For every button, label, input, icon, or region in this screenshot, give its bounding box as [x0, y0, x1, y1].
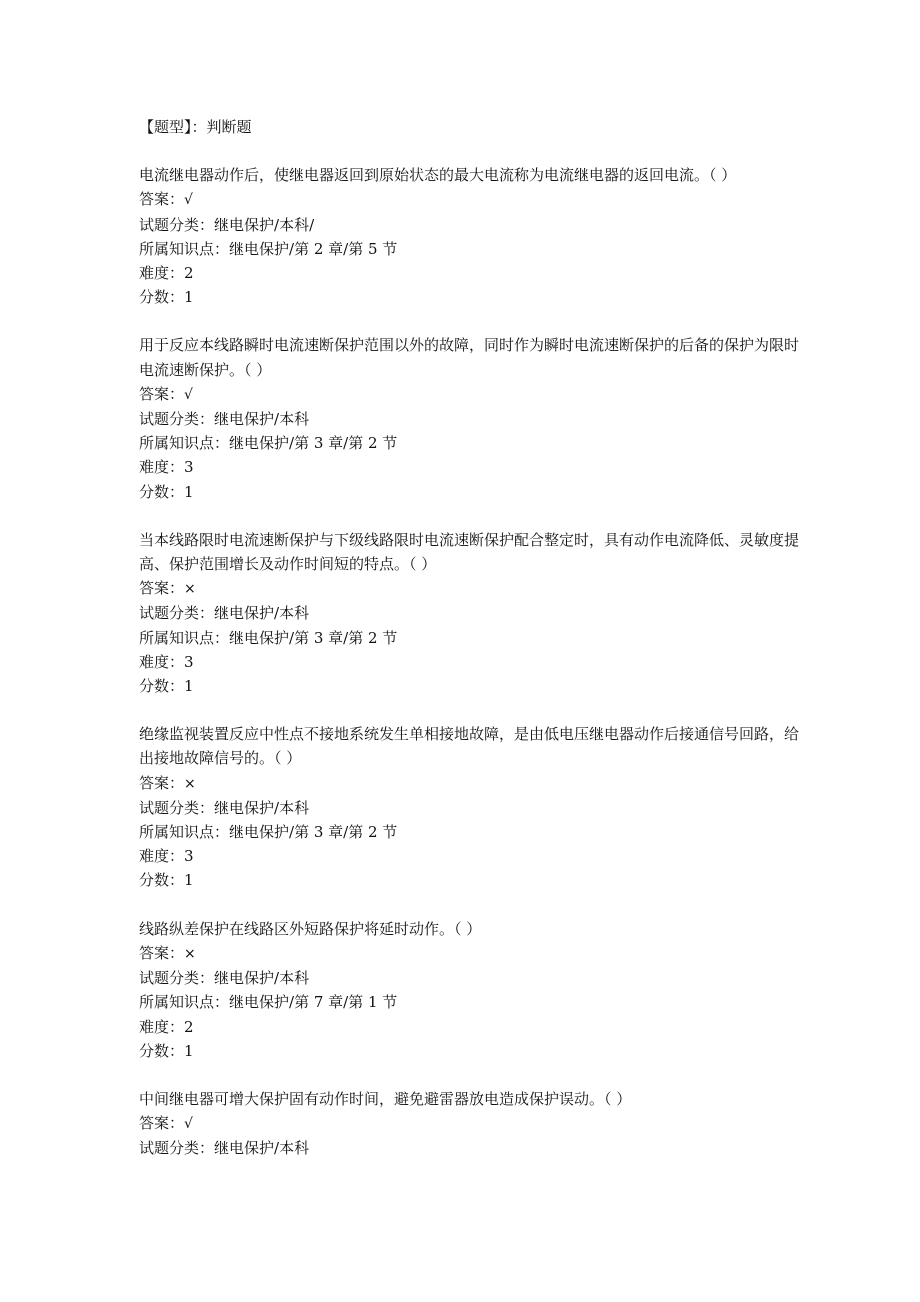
category-label: 试题分类： — [139, 798, 215, 817]
knowledge-line — [139, 820, 799, 844]
category-line — [139, 407, 799, 431]
category-label: 试题分类： — [139, 215, 215, 234]
category-value: 继电保护/本科 — [214, 410, 310, 429]
category-value: 继电保护/本科 — [214, 604, 310, 623]
score-value: 1 — [184, 482, 194, 501]
category-label: 试题分类： — [139, 410, 215, 429]
category-label: 试题分类： — [139, 1139, 215, 1158]
category-value: 继电保护/本科/ — [214, 215, 315, 234]
answer-label: 答案： — [139, 1114, 185, 1133]
knowledge-value: 继电保护/第 2 章/第 5 节 — [229, 239, 398, 258]
question-text: 绝缘监视装置反应中性点不接地系统发生单相接地故障，是由低电压继电器动作后接通信号回路，给出接地故障信号的。（ ） — [139, 725, 800, 768]
answer-line — [139, 771, 799, 796]
knowledge-label: 所属知识点： — [139, 823, 230, 842]
answer-label: 答案： — [139, 384, 185, 403]
question-item — [139, 1087, 799, 1161]
knowledge-label: 所属知识点： — [139, 628, 230, 647]
answer-value: √ — [184, 192, 193, 209]
answer-line — [139, 1111, 799, 1136]
category-value: 继电保护/本科 — [214, 1139, 310, 1158]
question-item — [139, 917, 799, 1063]
category-line — [139, 213, 799, 237]
category-line — [139, 601, 799, 625]
category-label: 试题分类： — [139, 604, 215, 623]
difficulty-label: 难度： — [139, 458, 185, 477]
score-label: 分数： — [139, 677, 185, 696]
score-label: 分数： — [139, 871, 185, 890]
knowledge-line — [139, 990, 799, 1014]
category-line — [139, 796, 799, 820]
difficulty-value: 3 — [184, 458, 194, 477]
question-text: 用于反应本线路瞬时电流速断保护范围以外的故障，同时作为瞬时电流速断保护的后备的保护为限时电流速断保护。（ ） — [139, 336, 800, 379]
category-value: 继电保护/本科 — [214, 798, 310, 817]
answer-line — [139, 941, 799, 966]
question-item — [139, 333, 799, 503]
answer-label: 答案： — [139, 190, 185, 209]
score-line — [139, 1039, 799, 1063]
answer-line — [139, 382, 799, 407]
difficulty-line — [139, 1015, 799, 1039]
question-item — [139, 163, 799, 309]
difficulty-label: 难度： — [139, 652, 185, 671]
category-line — [139, 966, 799, 990]
score-value: 1 — [184, 1041, 194, 1060]
difficulty-value: 2 — [184, 264, 194, 283]
knowledge-value: 继电保护/第 7 章/第 1 节 — [229, 993, 398, 1012]
knowledge-value: 继电保护/第 3 章/第 2 节 — [229, 628, 398, 647]
question-item — [139, 722, 799, 892]
difficulty-label: 难度： — [139, 264, 185, 283]
difficulty-line — [139, 455, 799, 479]
score-line — [139, 285, 799, 309]
difficulty-value: 3 — [184, 652, 194, 671]
knowledge-line — [139, 237, 799, 261]
score-line — [139, 480, 799, 504]
category-line — [139, 1136, 799, 1160]
difficulty-value: 2 — [184, 1017, 194, 1036]
answer-label: 答案： — [139, 579, 185, 598]
knowledge-value: 继电保护/第 3 章/第 2 节 — [229, 823, 398, 842]
category-value: 继电保护/本科 — [214, 969, 310, 988]
answer-value: × — [184, 945, 196, 962]
difficulty-value: 3 — [184, 847, 194, 866]
knowledge-line — [139, 431, 799, 455]
question-item — [139, 528, 799, 698]
score-value: 1 — [184, 871, 194, 890]
knowledge-label: 所属知识点： — [139, 434, 230, 453]
category-label: 试题分类： — [139, 969, 215, 988]
difficulty-line — [139, 650, 799, 674]
answer-value: √ — [184, 386, 193, 403]
score-value: 1 — [184, 288, 194, 307]
question-text: 中间继电器可增大保护固有动作时间，避免避雷器放电造成保护误动。（ ） — [139, 1089, 632, 1108]
answer-value: × — [184, 775, 196, 792]
score-line — [139, 868, 799, 892]
difficulty-line — [139, 844, 799, 868]
answer-value: √ — [184, 1116, 193, 1133]
question-type-heading: 【题型】：判断题 — [139, 118, 252, 136]
answer-value: × — [184, 581, 196, 598]
difficulty-label: 难度： — [139, 847, 185, 866]
answer-label: 答案： — [139, 773, 185, 792]
score-line — [139, 674, 799, 698]
question-text: 电流继电器动作后，使继电器返回到原始状态的最大电流称为电流继电器的返回电流。（ ） — [139, 166, 737, 185]
score-label: 分数： — [139, 482, 185, 501]
knowledge-label: 所属知识点： — [139, 239, 230, 258]
score-label: 分数： — [139, 1041, 185, 1060]
answer-line — [139, 576, 799, 601]
difficulty-line — [139, 261, 799, 285]
document-page — [139, 115, 799, 1185]
score-label: 分数： — [139, 288, 185, 307]
knowledge-value: 继电保护/第 3 章/第 2 节 — [229, 434, 398, 453]
question-text: 当本线路限时电流速断保护与下级线路限时电流速断保护配合整定时，具有动作电流降低、灵敏度提高、保护范围增长及动作时间短的特点。（ ） — [139, 530, 800, 574]
difficulty-label: 难度： — [139, 1017, 185, 1036]
answer-label: 答案： — [139, 943, 185, 962]
knowledge-line — [139, 626, 799, 650]
knowledge-label: 所属知识点： — [139, 993, 230, 1012]
answer-line — [139, 187, 799, 212]
score-value: 1 — [184, 677, 194, 696]
question-text: 线路纵差保护在线路区外短路保护将延时动作。（ ） — [139, 919, 482, 938]
